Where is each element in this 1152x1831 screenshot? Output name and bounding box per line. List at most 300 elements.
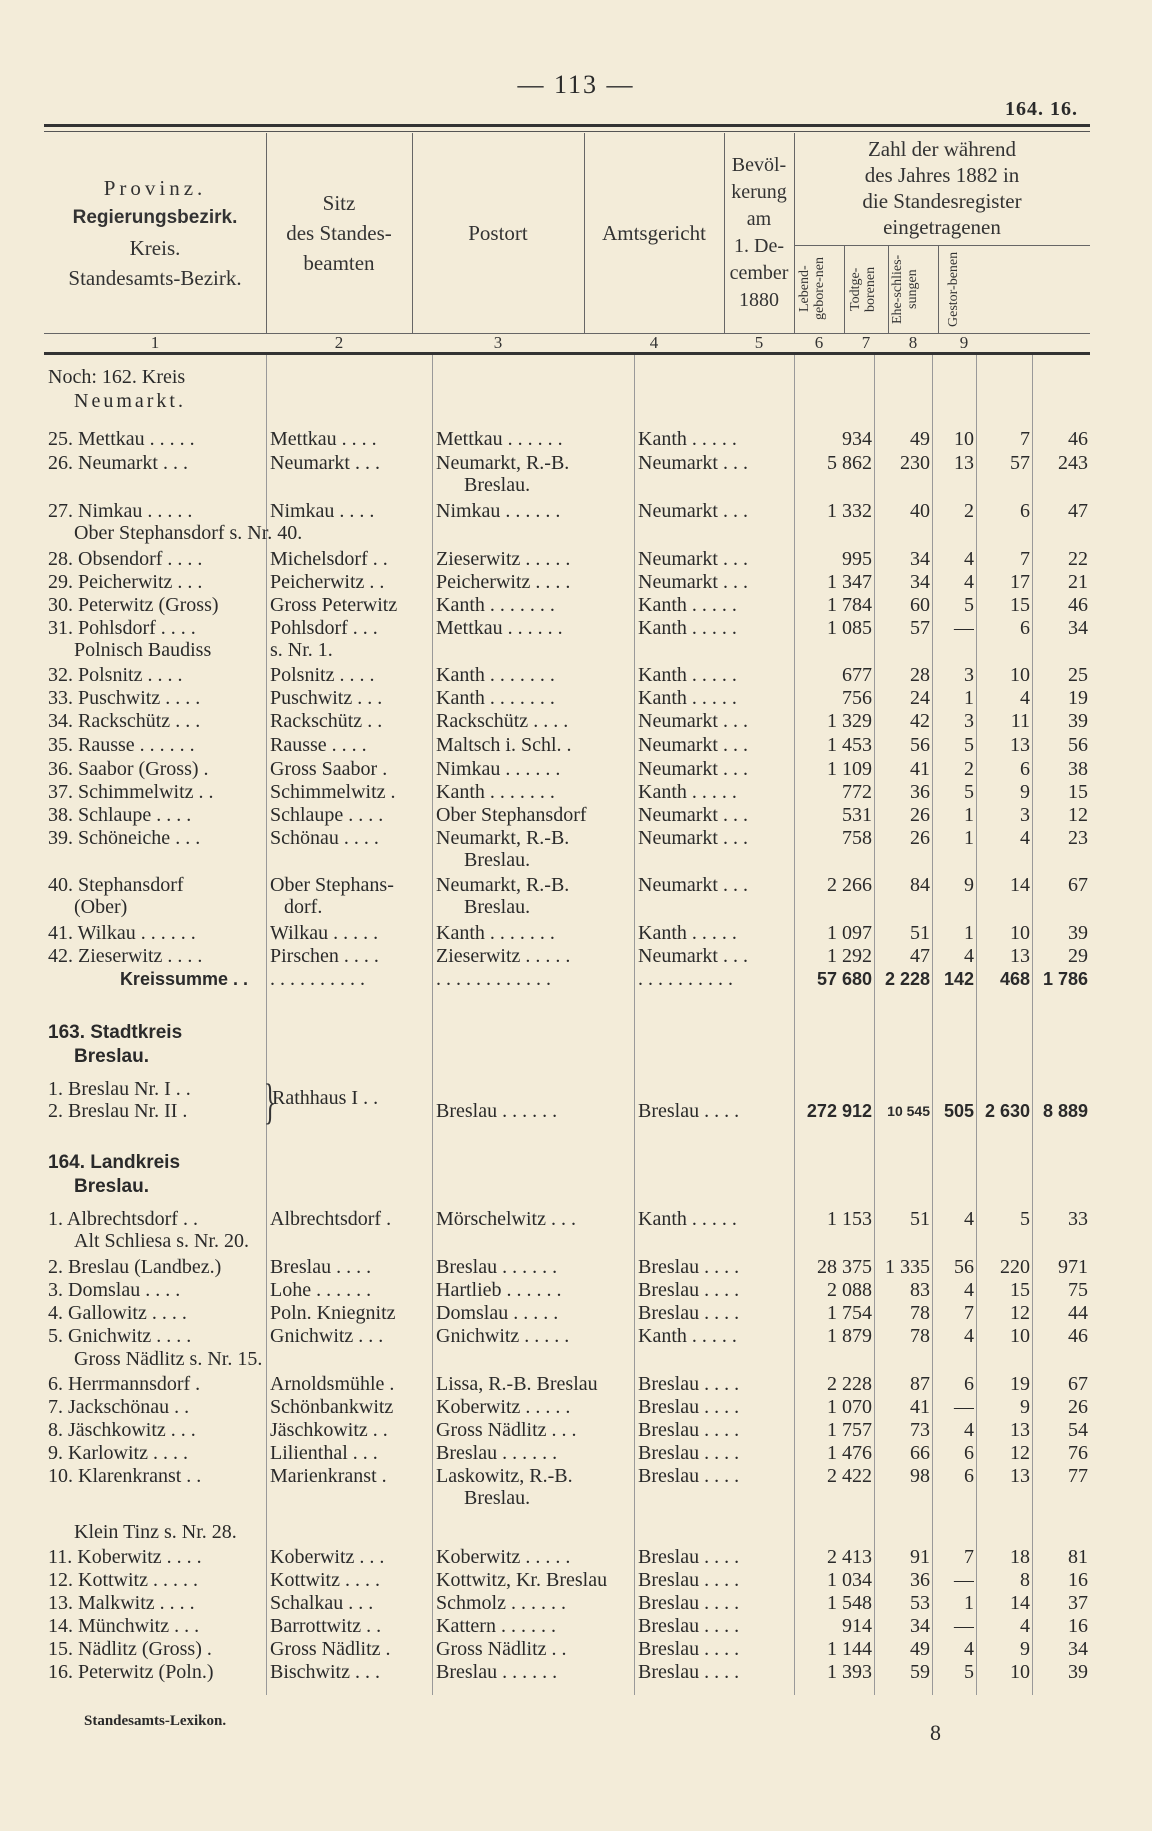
cell-c2: . . . . . . . . . . <box>270 968 365 990</box>
cell-c8: 9 <box>1020 781 1030 803</box>
table-row <box>0 570 1152 594</box>
cell-c3: Koberwitz . . . . . <box>436 1546 571 1568</box>
cell-c9: 56 <box>1068 734 1088 756</box>
cell-c1: Ober Stephansdorf s. Nr. 40. <box>74 522 303 544</box>
cell-c6: 34 <box>910 571 930 593</box>
cell-c3: Nimkau . . . . . . <box>436 500 561 522</box>
cell-c3: Neumarkt, R.-B. <box>436 874 570 896</box>
cell-c7: 1 <box>964 687 974 709</box>
cell-c1: 36. Saabor (Gross) . <box>48 758 209 780</box>
cell-c6: 41 <box>910 1396 930 1418</box>
cell-c6: 51 <box>910 1208 930 1230</box>
cell-c2: Lohe . . . . . . <box>270 1279 372 1301</box>
table-row <box>0 365 1152 389</box>
cell-c4: Breslau . . . . <box>638 1100 740 1122</box>
cell-c1: 15. Nädlitz (Gross) . <box>48 1638 212 1660</box>
cell-c1: 31. Pohlsdorf . . . . <box>48 617 196 639</box>
cell-c7: 7 <box>964 1546 974 1568</box>
cell-c7: 10 <box>954 428 974 450</box>
cell-c7: 4 <box>964 548 974 570</box>
cell-c4: Neumarkt . . . <box>638 710 748 732</box>
cell-c6: 24 <box>910 687 930 709</box>
cell-c8: 5 <box>1020 1208 1030 1230</box>
cell-c7: 5 <box>964 594 974 616</box>
cell-c5: 1 784 <box>827 594 872 616</box>
header-eheschliessungen: Ehe-schlies-sungen <box>890 254 920 324</box>
footer-title: Standesamts-Lexikon. <box>84 1713 227 1729</box>
header-group-line4: eingetragenen <box>883 215 1001 239</box>
cell-c1: 40. Stephansdorf <box>48 874 184 896</box>
cell-c1: 26. Neumarkt . . . <box>48 452 188 474</box>
cell-c2: Neumarkt . . . <box>270 452 380 474</box>
cell-c5: 1 144 <box>827 1638 872 1660</box>
cell-c2: Gross Peterwitz <box>270 594 398 616</box>
cell-c5: 531 <box>842 804 872 826</box>
cell-c1: 35. Rausse . . . . . . <box>48 734 195 756</box>
cell-c1: 38. Schlaupe . . . . <box>48 804 192 826</box>
cell-c4: Breslau . . . . <box>638 1465 740 1487</box>
cell-c4: Neumarkt . . . <box>638 548 748 570</box>
cell-c4: Neumarkt . . . <box>638 827 748 849</box>
cell-c1: 7. Jackschönau . . <box>48 1396 190 1418</box>
cell-c7: 505 <box>943 1101 974 1121</box>
cell-c8: 12 <box>1010 1442 1030 1464</box>
cell-c5: 57 680 <box>816 969 872 989</box>
cell-c6: 57 <box>910 617 930 639</box>
running-head: 164. 16. <box>1005 98 1078 120</box>
top-rule-thin <box>44 131 1090 132</box>
cell-c1: Klein Tinz s. Nr. 28. <box>74 1521 237 1543</box>
cell-c8: 3 <box>1020 804 1030 826</box>
cell-c5: 1 329 <box>827 710 872 732</box>
cell-c5: 1 347 <box>827 571 872 593</box>
table-row <box>0 757 1152 781</box>
table-row <box>0 521 1152 545</box>
cell-c6: 10 545 <box>887 1103 930 1119</box>
sheet-number: 8 <box>930 1720 941 1745</box>
cell-c6: 60 <box>910 594 930 616</box>
cell-c8: 9 <box>1020 1638 1030 1660</box>
cell-c6: 2 228 <box>884 969 930 989</box>
cell-c8: 6 <box>1020 500 1030 522</box>
cell-c8: 15 <box>1010 1279 1030 1301</box>
cell-c4: Kanth . . . . . <box>638 687 737 709</box>
header-col5 <box>724 133 794 333</box>
table-row <box>0 1045 1152 1069</box>
table-row <box>0 780 1152 804</box>
cell-c5: 677 <box>842 664 872 686</box>
cell-c3: Breslau . . . . . . <box>436 1661 558 1683</box>
cell-c4: Breslau . . . . <box>638 1615 740 1637</box>
cell-c2: Gross Nädlitz . <box>270 1638 391 1660</box>
cell-c3: Mörschelwitz . . . <box>436 1208 576 1230</box>
cell-c3: Breslau . . . . . . <box>436 1442 558 1464</box>
cell-c4: Kanth . . . . . <box>638 1208 737 1230</box>
table-row <box>0 848 1152 872</box>
table-row <box>0 1520 1152 1544</box>
cell-c6: 51 <box>910 922 930 944</box>
cell-c7: — <box>954 1615 974 1637</box>
cell-c9: 16 <box>1068 1615 1088 1637</box>
cell-c1: 41. Wilkau . . . . . . <box>48 922 196 944</box>
header-col6 <box>794 245 844 333</box>
cell-c8: 4 <box>1020 687 1030 709</box>
cell-c4: Neumarkt . . . <box>638 874 748 896</box>
cell-c4: Kanth . . . . . <box>638 781 737 803</box>
cell-c2: Polsnitz . . . . <box>270 664 375 686</box>
cell-c5: 272 912 <box>806 1101 872 1121</box>
column-number: 8 <box>908 333 918 352</box>
cell-c4: Kanth . . . . . <box>638 1325 737 1347</box>
table-row <box>0 803 1152 827</box>
cell-c3: Kanth . . . . . . . <box>436 781 555 803</box>
cell-c7: 9 <box>964 874 974 896</box>
cell-c1: 37. Schimmelwitz . . <box>48 781 214 803</box>
cell-c2: Pirschen . . . . <box>270 945 379 967</box>
table-row <box>0 1175 1152 1199</box>
cell-c7: 6 <box>964 1373 974 1395</box>
cell-c3: Koberwitz . . . . . <box>436 1396 571 1418</box>
cell-c5: 1 476 <box>827 1442 872 1464</box>
cell-c6: 84 <box>910 874 930 896</box>
header-regierungsbezirk: Regierungsbezirk. <box>72 207 238 228</box>
cell-c7: 4 <box>964 571 974 593</box>
table-row <box>0 967 1152 991</box>
cell-c3: Mettkau . . . . . . <box>436 428 563 450</box>
cell-c8: 11 <box>1010 710 1030 732</box>
cell-c6: 91 <box>910 1546 930 1568</box>
cell-c8: 13 <box>1010 734 1030 756</box>
cell-c4: . . . . . . . . . . <box>638 968 733 990</box>
cell-c2: s. Nr. 1. <box>270 639 333 661</box>
cell-c3: Neumarkt, R.-B. <box>436 452 570 474</box>
cell-c3: Breslau. <box>464 1487 531 1509</box>
table-row <box>0 427 1152 451</box>
table-row <box>0 1207 1152 1231</box>
cell-c3: Peicherwitz . . . . <box>436 571 571 593</box>
cell-c8: 12 <box>1010 1302 1030 1324</box>
cell-c9: 46 <box>1068 1325 1088 1347</box>
cell-c7: 1 <box>964 922 974 944</box>
header-group-line3: die Standesregister <box>862 189 1022 213</box>
cell-c7: 6 <box>964 1465 974 1487</box>
cell-c8: 4 <box>1020 827 1030 849</box>
header-col8 <box>888 245 938 333</box>
cell-c7: 4 <box>964 1325 974 1347</box>
header-1880: 1880 <box>739 289 779 311</box>
cell-c7: 56 <box>954 1256 974 1278</box>
cell-c1: 12. Kottwitz . . . . . <box>48 1569 198 1591</box>
cell-c1: Noch: 162. Kreis <box>48 366 186 388</box>
cell-c7: 13 <box>954 452 974 474</box>
table-row <box>0 1486 1152 1510</box>
cell-c9: 34 <box>1068 1638 1088 1660</box>
cell-c3: Kattern . . . . . . <box>436 1615 556 1637</box>
cell-c1: 13. Malkwitz . . . . <box>48 1592 195 1614</box>
cell-c8: 4 <box>1020 1615 1030 1637</box>
cell-c2: Bischwitz . . . <box>270 1661 380 1683</box>
cell-c4: Neumarkt . . . <box>638 804 748 826</box>
cell-c6: 36 <box>910 1569 930 1591</box>
cell-c1: 3. Domslau . . . . <box>48 1279 181 1301</box>
cell-c9: 34 <box>1068 617 1088 639</box>
cell-c2: Schönau . . . . <box>270 827 379 849</box>
cell-c3: Breslau . . . . . . <box>436 1256 558 1278</box>
cell-c6: 66 <box>910 1442 930 1464</box>
cell-c2: Marienkranst . <box>270 1465 387 1487</box>
cell-c7: — <box>954 1396 974 1418</box>
cell-c5: 914 <box>842 1615 872 1637</box>
cell-c9: 76 <box>1068 1442 1088 1464</box>
table-row <box>0 1229 1152 1253</box>
cell-c3: Gross Nädlitz . . <box>436 1638 567 1660</box>
cell-c8: 6 <box>1020 758 1030 780</box>
cell-c8: 8 <box>1020 1569 1030 1591</box>
cell-c6: 26 <box>910 827 930 849</box>
cell-c9: 38 <box>1068 758 1088 780</box>
cell-c5: 1 097 <box>827 922 872 944</box>
cell-c7: 1 <box>964 1592 974 1614</box>
cell-c9: 81 <box>1068 1546 1088 1568</box>
cell-c6: 49 <box>910 428 930 450</box>
cell-c4: Neumarkt . . . <box>638 500 748 522</box>
cell-c9: 21 <box>1068 571 1088 593</box>
header-col2 <box>266 133 412 333</box>
column-number: 4 <box>649 333 659 352</box>
header-gestorbene: Gestor-benen <box>946 251 961 327</box>
cell-c7: 3 <box>964 664 974 686</box>
cell-c2: Rausse . . . . <box>270 734 367 756</box>
cell-c7: 3 <box>964 710 974 732</box>
cell-c5: 1 332 <box>827 500 872 522</box>
table-row <box>0 1151 1152 1175</box>
table-row <box>0 1077 1152 1101</box>
cell-c7: 2 <box>964 758 974 780</box>
cell-c5: 772 <box>842 781 872 803</box>
cell-c7: 1 <box>964 827 974 849</box>
header-bevoel: Bevöl- <box>731 154 787 176</box>
header-todtgeborene: Todtge-borenen <box>848 266 878 312</box>
cell-c1: Breslau. <box>74 1176 149 1197</box>
header-lebendgeborene: Lebend-gebore-nen <box>797 257 827 321</box>
cell-c2: Schlaupe . . . . <box>270 804 384 826</box>
cell-c4: Neumarkt . . . <box>638 945 748 967</box>
table-row <box>0 547 1152 571</box>
cell-c6: 36 <box>910 781 930 803</box>
cell-c8: 15 <box>1010 594 1030 616</box>
cell-c3: Gnichwitz . . . . . <box>436 1325 570 1347</box>
column-number: 6 <box>814 333 824 352</box>
cell-c3: Kanth . . . . . . . <box>436 922 555 944</box>
header-provinz: Provinz. <box>103 176 207 200</box>
cell-c9: 243 <box>1058 452 1088 474</box>
table-row <box>0 1441 1152 1465</box>
header-kreis: Kreis. <box>129 236 181 260</box>
cell-c5: 1 109 <box>827 758 872 780</box>
table-row <box>0 1614 1152 1638</box>
cell-c3: Kanth . . . . . . . <box>436 664 555 686</box>
table-row <box>0 1637 1152 1661</box>
table-row <box>0 389 1152 413</box>
header-1-de: 1. De- <box>734 235 784 257</box>
cell-c2: Mettkau . . . . <box>270 428 377 450</box>
cell-c6: 41 <box>910 758 930 780</box>
header-standesamts-bezirk: Standesamts-Bezirk. <box>68 266 242 290</box>
cell-c1: 9. Karlowitz . . . . <box>48 1442 188 1464</box>
cell-c9: 26 <box>1068 1396 1088 1418</box>
cell-c8: 7 <box>1020 548 1030 570</box>
cell-c3: Mettkau . . . . . . <box>436 617 563 639</box>
cell-c1: 14. Münchwitz . . . <box>48 1615 200 1637</box>
cell-c1: 30. Peterwitz (Gross) <box>48 594 219 616</box>
table-row <box>0 873 1152 897</box>
cell-c6: 40 <box>910 500 930 522</box>
brace-symbol: } <box>264 1073 276 1129</box>
cell-c1: 27. Nimkau . . . . . <box>48 500 193 522</box>
cell-c3: Kottwitz, Kr. Breslau <box>436 1569 608 1591</box>
column-number: 1 <box>150 333 160 352</box>
cell-c1: 1. Albrechtsdorf . . <box>48 1208 198 1230</box>
cell-c7: 2 <box>964 500 974 522</box>
cell-c1: Alt Schliesa s. Nr. 20. <box>74 1230 249 1252</box>
cell-c5: 1 453 <box>827 734 872 756</box>
cell-c1: 25. Mettkau . . . . . <box>48 428 195 450</box>
header-cember: cember <box>729 262 789 284</box>
cell-c9: 37 <box>1068 1592 1088 1614</box>
cell-c4: Breslau . . . . <box>638 1569 740 1591</box>
header-col1 <box>44 133 266 333</box>
cell-c5: 1 879 <box>827 1325 872 1347</box>
cell-c8: 13 <box>1010 1465 1030 1487</box>
cell-c3: Kanth . . . . . . . <box>436 594 555 616</box>
cell-c6: 59 <box>910 1661 930 1683</box>
cell-c6: 34 <box>910 548 930 570</box>
cell-c9: 971 <box>1058 1256 1088 1278</box>
top-rule <box>44 124 1090 127</box>
cell-c9: 39 <box>1068 710 1088 732</box>
cell-c1: Gross Nädlitz s. Nr. 15. <box>74 1348 263 1370</box>
table-row <box>0 616 1152 640</box>
cell-c9: 15 <box>1068 781 1088 803</box>
cell-c6: 56 <box>910 734 930 756</box>
cell-c3: Ober Stephansdorf <box>436 804 587 826</box>
cell-c1: 164. Landkreis <box>48 1152 181 1173</box>
cell-c1: 163. Stadtkreis <box>48 1022 183 1043</box>
cell-c4: Breslau . . . . <box>638 1592 740 1614</box>
cell-c2: Koberwitz . . . <box>270 1546 385 1568</box>
cell-c4: Kanth . . . . . <box>638 664 737 686</box>
cell-c9: 22 <box>1068 548 1088 570</box>
cell-c9: 12 <box>1068 804 1088 826</box>
cell-c1: 33. Puschwitz . . . . <box>48 687 201 709</box>
cell-c8: 9 <box>1020 1396 1030 1418</box>
table-row <box>0 944 1152 968</box>
column-number: 7 <box>861 333 871 352</box>
table-row <box>0 686 1152 710</box>
cell-c1: 42. Zieserwitz . . . . <box>48 945 203 967</box>
cell-c7: 4 <box>964 1208 974 1230</box>
cell-c4: Kanth . . . . . <box>638 594 737 616</box>
table-row <box>0 1660 1152 1684</box>
cell-c3: Breslau. <box>464 474 531 496</box>
cell-c8: 7 <box>1020 428 1030 450</box>
header-col4 <box>584 133 724 333</box>
cell-c1: 2. Breslau Nr. II . <box>48 1100 188 1122</box>
cell-c9: 25 <box>1068 664 1088 686</box>
table-row <box>0 1324 1152 1348</box>
header-group-line1: Zahl der während <box>867 137 1017 161</box>
cell-c5: 995 <box>842 548 872 570</box>
cell-c3: Zieserwitz . . . . . <box>436 548 571 570</box>
header-am: am <box>746 208 772 230</box>
cell-c2: Jäschkowitz . . <box>270 1419 388 1441</box>
cell-c4: Kanth . . . . . <box>638 428 737 450</box>
table-row <box>0 451 1152 475</box>
cell-c3: Nimkau . . . . . . <box>436 758 561 780</box>
cell-c2: Gnichwitz . . . <box>270 1325 384 1347</box>
cell-c3: Gross Nädlitz . . . <box>436 1419 577 1441</box>
cell-c4: Neumarkt . . . <box>638 571 748 593</box>
cell-c2: Ober Stephans- <box>270 874 394 896</box>
cell-c9: 29 <box>1068 945 1088 967</box>
cell-c8: 10 <box>1010 1325 1030 1347</box>
cell-c4: Breslau . . . . <box>638 1546 740 1568</box>
cell-c2: Rackschütz . . <box>270 710 383 732</box>
cell-c8: 6 <box>1020 617 1030 639</box>
cell-c4: Kanth . . . . . <box>638 617 737 639</box>
cell-c4: Breslau . . . . <box>638 1638 740 1660</box>
cell-c5: 1 757 <box>827 1419 872 1441</box>
cell-c8: 13 <box>1010 1419 1030 1441</box>
cell-c6: 53 <box>910 1592 930 1614</box>
cell-c2: Puschwitz . . . <box>270 687 383 709</box>
cell-c8: 57 <box>1010 452 1030 474</box>
column-number: 5 <box>754 333 764 352</box>
cell-c2: Schimmelwitz . <box>270 781 396 803</box>
cell-c6: 28 <box>910 664 930 686</box>
cell-c9: 1 786 <box>1042 969 1088 989</box>
cell-c3: . . . . . . . . . . . . <box>436 968 551 990</box>
cell-c2: Pohlsdorf . . . <box>270 617 378 639</box>
cell-c5: 934 <box>842 428 872 450</box>
cell-c9: 67 <box>1068 874 1088 896</box>
cell-c2: Schönbankwitz <box>270 1396 394 1418</box>
cell-c3: Zieserwitz . . . . . <box>436 945 571 967</box>
cell-c1: (Ober) <box>74 896 128 918</box>
cell-c1: 29. Peicherwitz . . . <box>48 571 203 593</box>
cell-c9: 23 <box>1068 827 1088 849</box>
column-number: 2 <box>334 333 344 352</box>
cell-c9: 46 <box>1068 594 1088 616</box>
cell-c6: 47 <box>910 945 930 967</box>
table-row <box>0 638 1152 662</box>
cell-c9: 39 <box>1068 1661 1088 1683</box>
cell-c3: Breslau. <box>464 896 531 918</box>
cell-c6: 1 335 <box>885 1256 930 1278</box>
column-number: 9 <box>959 333 969 352</box>
cell-c7: 4 <box>964 1419 974 1441</box>
table-row <box>0 473 1152 497</box>
header-kerung: kerung <box>731 181 787 203</box>
cell-c3: Breslau . . . . . . <box>436 1100 558 1122</box>
cell-c5: 5 862 <box>827 452 872 474</box>
cell-c3: Rackschütz . . . . <box>436 710 569 732</box>
cell-c9: 54 <box>1068 1419 1088 1441</box>
cell-c9: 44 <box>1068 1302 1088 1324</box>
header-des-standes: des Standes- <box>286 221 392 245</box>
table-header <box>44 133 1090 333</box>
cell-c9: 19 <box>1068 687 1088 709</box>
